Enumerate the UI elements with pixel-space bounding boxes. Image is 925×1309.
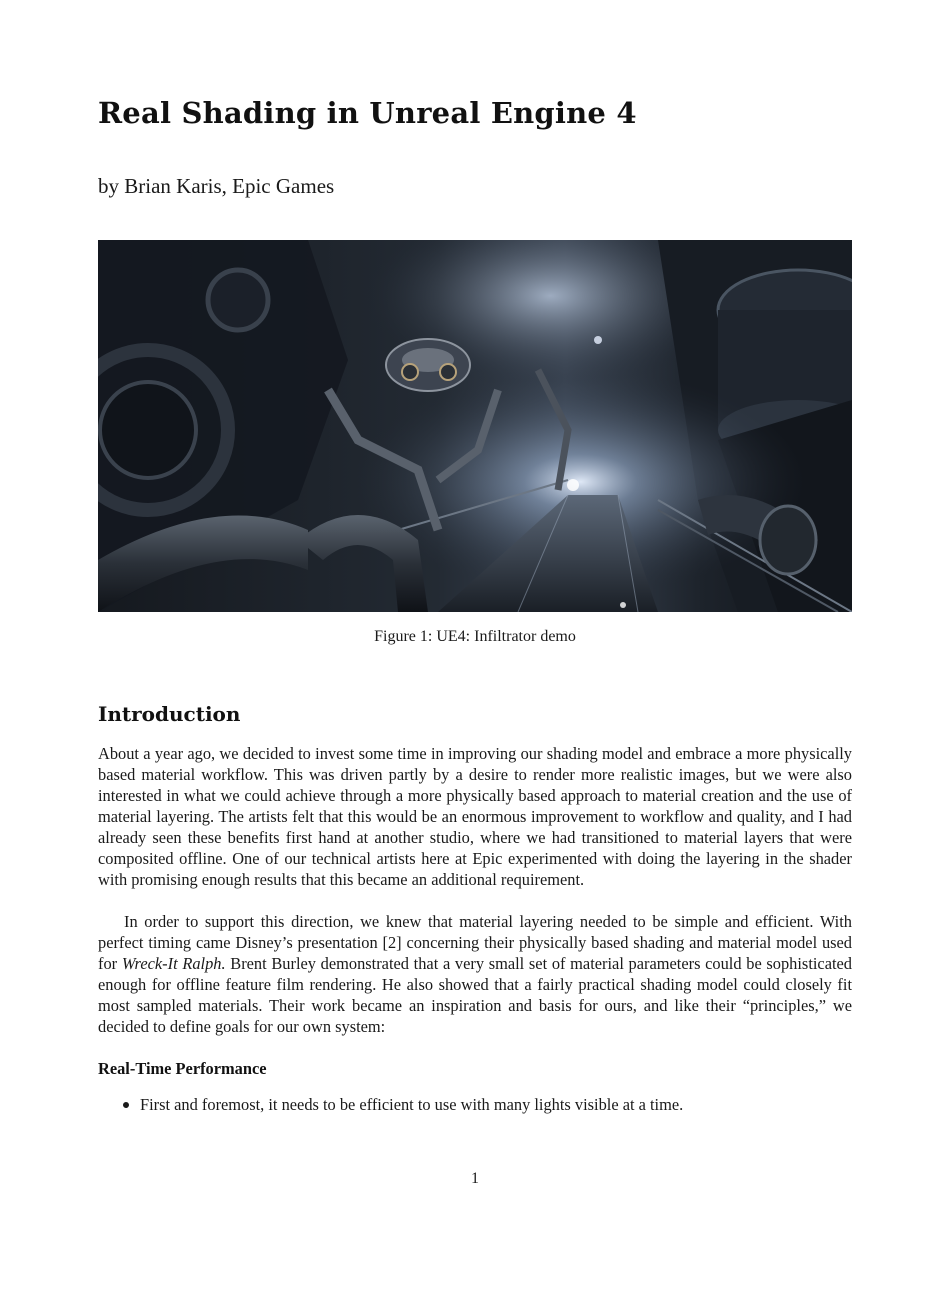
render-illustration xyxy=(98,240,852,612)
paragraph-2-text-end: Brent Burley demonstrated that a very small set of material parameters could be sophisticated enough for offline feature film rendering. He also showed that a fairly practical shading model could closely fit most sampled materials. Their work became an inspiration and basis for ours, and like their “principles,” we decided to define goals for our own system: xyxy=(98,954,852,1036)
introduction-heading: Introduction xyxy=(98,702,241,726)
list-item-text: First and foremost, it needs to be efficient to use with many lights visible at a time. xyxy=(140,1095,684,1114)
introduction-paragraph-2 xyxy=(98,911,852,1037)
performance-goals-list xyxy=(98,1094,852,1115)
document-title: Real Shading in Unreal Engine 4 xyxy=(98,96,637,130)
bullet-icon xyxy=(123,1102,129,1108)
author-byline: by Brian Karis, Epic Games xyxy=(98,174,335,198)
introduction-paragraph-1: About a year ago, we decided to invest some time in improving our shading model and embrace a more physically based material workflow. This was driven partly by a desire to render more realistic images, but we were also interested in what we could achieve through a more physically based approach to material creation and the use of material layering. The artists felt that this would be an enormous improvement to workflow and quality, and I had already seen these benefits first hand at another studio, where we had transitioned to material layers that were composited offline. One of our technical artists here at Epic experimented with doing the layering in the shader with promising enough results that this became an additional requirement. xyxy=(98,744,852,889)
infiltrator-demo-image xyxy=(98,240,852,612)
page-number: 1 xyxy=(471,1170,479,1187)
floating-ship xyxy=(386,339,470,391)
list-item xyxy=(98,1094,852,1115)
film-title-italic: Wreck-It Ralph. xyxy=(121,954,226,973)
paragraph-2-text-start: In order to support this direction, we knew that material layering needed to be simple and efficient. With perfect timing came Disney’s presentation [2] concerning their physically based shading and material model used for xyxy=(98,912,852,973)
real-time-performance-heading: Real-Time Performance xyxy=(98,1059,267,1078)
figure-caption: Figure 1: UE4: Infiltrator demo xyxy=(374,628,576,645)
